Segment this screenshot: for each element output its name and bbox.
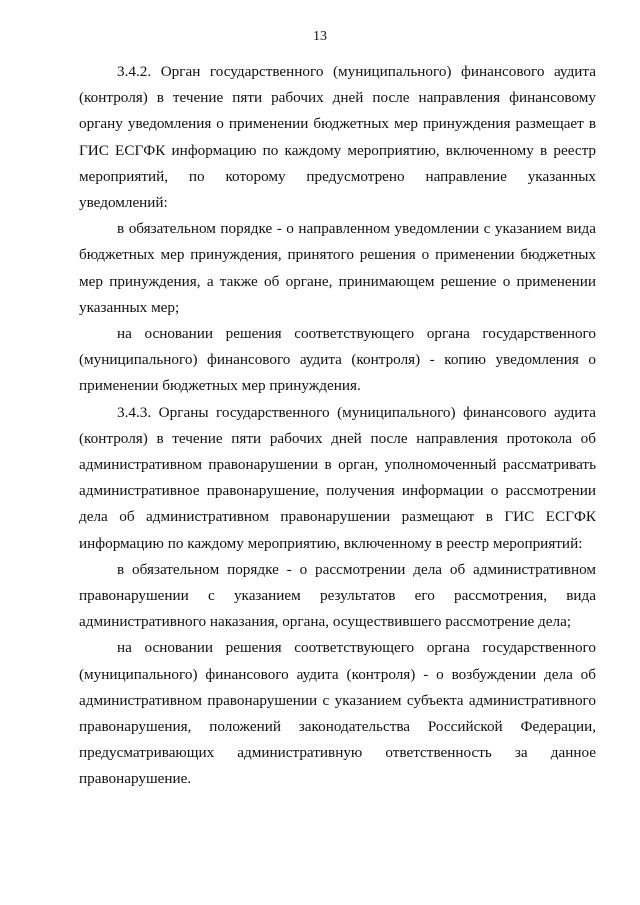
page-number: 13: [313, 29, 327, 44]
paragraph-mandatory-case-review: в обязательном порядке - о рассмотрении дела об административном правонарушении с указанием результатов его рассмотрения, вида административного наказания, органа, осуществившего рассмотрение дела;: [79, 560, 596, 631]
paragraph-decision-notice-copy: на основании решения соответствующего органа государственного (муниципального) финансового аудита (контроля) - копию уведомления о применении бюджетных мер принуждения.: [79, 325, 596, 395]
paragraph-decision-case-initiation: на основании решения соответствующего органа государственного (муниципального) финансового аудита (контроля) - о возбуждении дела об административном правонарушении с указанием субъекта административного правонарушения, положений законодательства Российской Федерации, предусматривающих административную ответственность за данное правонарушение.: [79, 639, 596, 788]
paragraph-3-4-3: 3.4.3. Органы государственного (муниципального) финансового аудита (контроля) в течение пяти рабочих дней после направления протокола об административном правонарушении в орган, уполномоченный рассматривать административное правонарушение, получения информации о рассмотрении дела об административном правонарушении размещают в ГИС ЕСГФК информацию по каждому мероприятию, включенному в реестр мероприятий:: [79, 403, 596, 552]
paragraph-3-4-2: 3.4.2. Орган государственного (муниципального) финансового аудита (контроля) в течение пяти рабочих дней после направления финансовому органу уведомления о применении бюджетных мер принуждения размещает в ГИС ЕСГФК информацию по каждому мероприятию, включенному в реестр мероприятий, по которому предусмотрено направление указанных уведомлений:: [79, 63, 596, 212]
paragraph-mandatory-notice: в обязательном порядке - о направленном уведомлении с указанием вида бюджетных мер принуждения, принятого решения о применении бюджетных мер принуждения, а также об органе, принимающем решение о применении указанных мер;: [79, 220, 596, 316]
document-body: [79, 59, 596, 793]
